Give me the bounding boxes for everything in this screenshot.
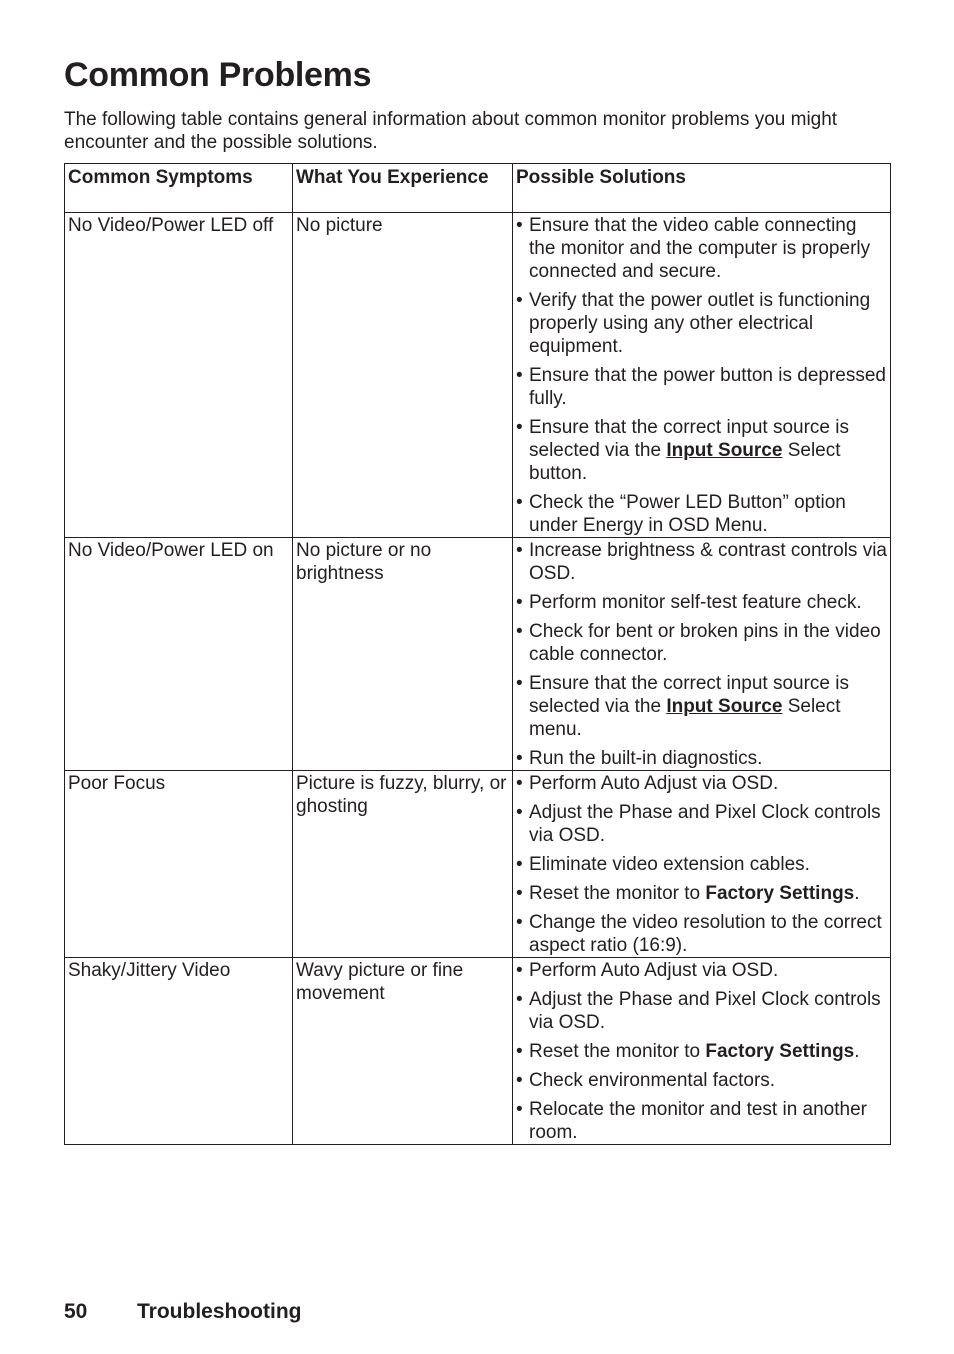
- solution-item: [516, 1040, 887, 1063]
- solution-item: [516, 772, 887, 795]
- solution-text: Check environmental factors.: [529, 1070, 776, 1091]
- solution-item: [516, 289, 887, 358]
- solution-text: Perform monitor self-test feature check.: [529, 592, 862, 613]
- common-problems-table: [64, 163, 891, 1145]
- solution-item: [516, 959, 887, 982]
- keyword-factory-settings: Factory Settings: [705, 883, 855, 904]
- solution-text: .: [854, 883, 860, 904]
- symptom-cell: Shaky/Jittery Video: [65, 958, 293, 1145]
- experience-cell: No picture or no brightness: [293, 538, 513, 771]
- solution-text: Ensure that the correct input source is selected via the: [529, 417, 849, 461]
- page-number: 50: [64, 1300, 88, 1323]
- header-possible-solutions: Possible Solutions: [513, 164, 891, 213]
- intro-paragraph: The following table contains general information about common monitor problems you might encounter and the possible solutions.: [64, 109, 838, 153]
- solution-item: [516, 882, 887, 905]
- solution-text: Relocate the monitor and test in another room.: [529, 1099, 867, 1143]
- solution-text: Verify that the power outlet is functioning properly using any other electrical equipment.: [529, 290, 871, 357]
- solutions-cell: [513, 538, 891, 771]
- solution-item: [516, 214, 887, 283]
- solution-item: [516, 1098, 887, 1144]
- table-row: [65, 538, 891, 771]
- solution-item: [516, 988, 887, 1034]
- solution-text: Perform Auto Adjust via OSD.: [529, 960, 779, 981]
- table-row: [65, 213, 891, 538]
- symptom-cell: Poor Focus: [65, 771, 293, 958]
- symptom-cell: No Video/Power LED on: [65, 538, 293, 771]
- table-header-row: [65, 164, 891, 213]
- solution-item: [516, 620, 887, 666]
- solution-item: [516, 853, 887, 876]
- solution-item: [516, 747, 887, 770]
- solution-item: [516, 416, 887, 485]
- solution-item: [516, 1069, 887, 1092]
- solution-text: Adjust the Phase and Pixel Clock controls via OSD.: [529, 802, 881, 846]
- solution-text: Change the video resolution to the correct aspect ratio (16:9).: [529, 912, 882, 956]
- table-row: [65, 958, 891, 1145]
- solutions-list: [516, 772, 887, 957]
- solution-item: [516, 911, 887, 957]
- page-title: Common Problems: [64, 56, 372, 94]
- solution-text: Reset the monitor to: [529, 883, 706, 904]
- experience-cell: Picture is fuzzy, blurry, or ghosting: [293, 771, 513, 958]
- keyword-input-source: Input Source: [666, 440, 783, 461]
- solution-text: Select button.: [529, 440, 841, 484]
- solution-text: Ensure that the correct input source is selected via the: [529, 673, 849, 717]
- solutions-cell: [513, 771, 891, 958]
- symptom-cell: No Video/Power LED off: [65, 213, 293, 538]
- solution-item: [516, 591, 887, 614]
- solution-item: [516, 364, 887, 410]
- solutions-cell: [513, 958, 891, 1145]
- table-body: [65, 213, 891, 1145]
- solution-item: [516, 491, 887, 537]
- solution-text: Eliminate video extension cables.: [529, 854, 810, 875]
- solution-text: Check the “Power LED Button” option under Energy in OSD Menu.: [529, 492, 846, 536]
- solutions-list: [516, 214, 887, 537]
- solution-text: Increase brightness & contrast controls via OSD.: [529, 540, 888, 584]
- solution-text: Ensure that the power button is depressed fully.: [529, 365, 887, 409]
- solution-item: [516, 539, 887, 585]
- experience-cell: Wavy picture or fine movement: [293, 958, 513, 1145]
- solution-text: Check for bent or broken pins in the video cable connector.: [529, 621, 881, 665]
- solution-item: [516, 801, 887, 847]
- solutions-list: [516, 959, 887, 1144]
- solutions-cell: [513, 213, 891, 538]
- keyword-input-source: Input Source: [666, 696, 783, 717]
- solution-text: Perform Auto Adjust via OSD.: [529, 773, 779, 794]
- solution-text: Ensure that the video cable connecting the monitor and the computer is properly connected and secure.: [529, 215, 871, 282]
- solution-text: Select menu.: [529, 696, 841, 740]
- solution-text: Reset the monitor to: [529, 1041, 706, 1062]
- solution-item: [516, 672, 887, 741]
- solution-text: Adjust the Phase and Pixel Clock controls via OSD.: [529, 989, 881, 1033]
- page-footer: [64, 1300, 301, 1324]
- experience-cell: No picture: [293, 213, 513, 538]
- table-row: [65, 771, 891, 958]
- header-common-symptoms: Common Symptoms: [65, 164, 293, 213]
- solution-text: Run the built-in diagnostics.: [529, 748, 763, 769]
- solutions-list: [516, 539, 887, 770]
- section-name: Troubleshooting: [137, 1300, 302, 1323]
- keyword-factory-settings: Factory Settings: [705, 1041, 855, 1062]
- header-what-you-experience: What You Experience: [293, 164, 513, 213]
- solution-text: .: [854, 1041, 860, 1062]
